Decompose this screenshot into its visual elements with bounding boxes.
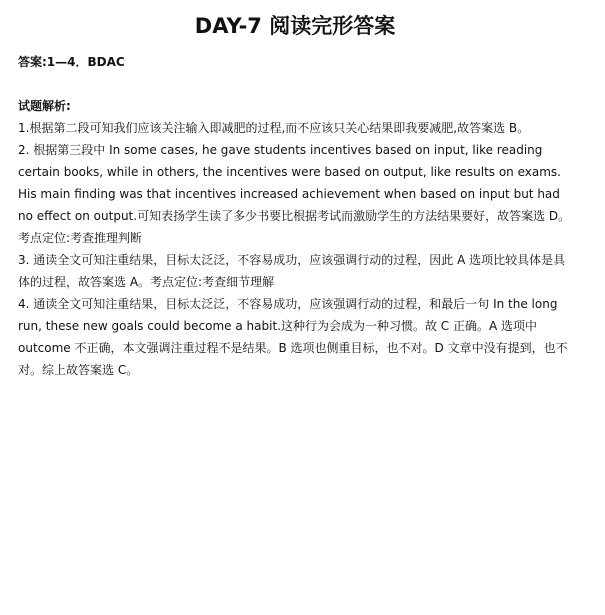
explanation-3: 3. 通读全文可知注重结果，目标太泛泛，不容易成功，应该强调行动的过程，因此 A 选项比较具体是具体的过程，故答案选 A。考点定位:考查细节理解 bbox=[18, 253, 566, 289]
explanation-4: 4. 通读全文可知注重结果，目标太泛泛，不容易成功，应该强调行动的过程，和最后一句 In the long run, these new goals could become a habit.这种行为会成为一种习惯。故 C 正确。A 选项中 outcome 不正确，本文强调注重过程不是结果。B 选项也侧重目标，也不对。D 文章中没有提到，也不对。综上故答案选 C。 bbox=[18, 297, 568, 377]
explanation-1: 1.根据第二段可知我们应该关注输入即减肥的过程,而不应该只关心结果即我要减肥,故答案选 B。 bbox=[18, 121, 530, 135]
page-title: DAY-7 阅读完形答案 bbox=[194, 14, 396, 38]
answer-key: 答案:1—4．BDAC bbox=[18, 55, 125, 69]
analysis-heading: 试题解析: bbox=[18, 99, 71, 113]
explanation-2: 2. 根据第三段中 In some cases, he gave students incentives based on input, like reading certain books, while in others, the incentives were based on output, like results on exams. His main finding was that incentives increased achievement when based on input but had no effect on output.可知表扬学生读了多少书要比根据考试而激励学生的方法结果要好，故答案选 D。考点定位:考查推理判断 bbox=[18, 143, 571, 245]
analysis-body bbox=[18, 117, 574, 381]
